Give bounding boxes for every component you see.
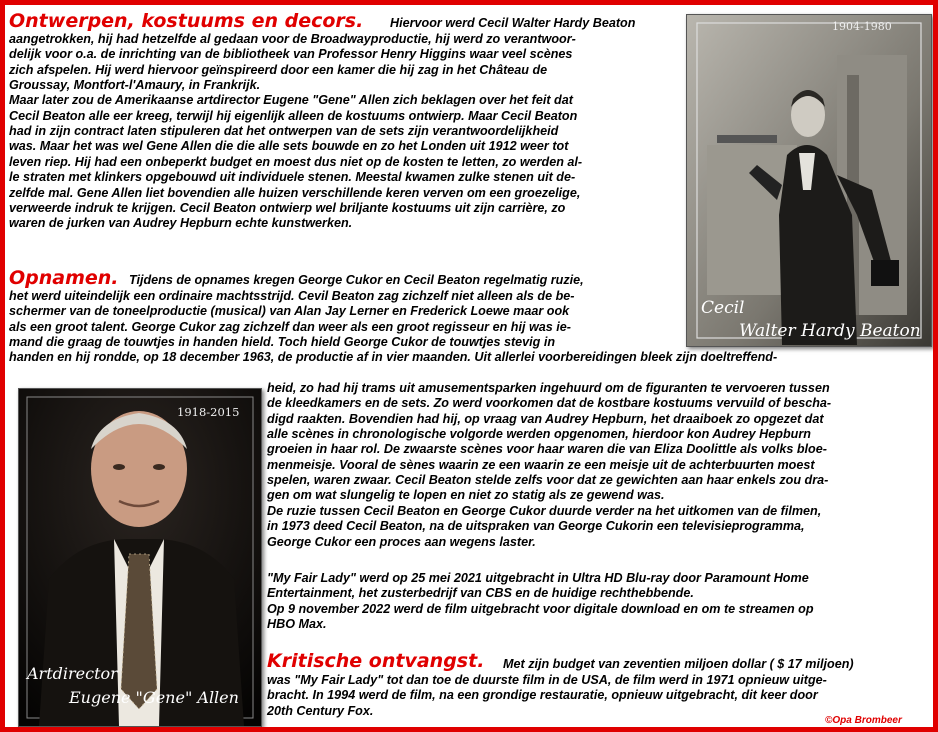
allen-years: 1918-2015 — [177, 405, 240, 419]
text-line: groeien in haar rol. De zwaarste scènes voor haar waren die van Eliza Doolittle als volks bloe- — [267, 442, 827, 457]
text-line: alle scènes in chronologische volgorde werden opgenomen, hierdoor kon Audrey Hepburn — [267, 427, 811, 442]
text-line: de kleedkamers en de sets. Zo werd voorkomen dat de kostbare kostuums vervuild of bescha- — [267, 396, 832, 411]
text-line: De ruzie tussen Cecil Beaton en George Cukor duurde verder na het uitkomen van de filmen, — [267, 503, 822, 518]
text-line: mand die graag de touwtjes in handen hield. Toch hield George Cukor de touwtjes stevig in — [9, 335, 556, 350]
beaton-caption-name: Walter Hardy Beaton — [739, 321, 921, 341]
text-line: aangetrokken, hij had hetzelfde al gedaan voor de Broadwayproductie, hij werd zo verantwoor- — [9, 32, 576, 46]
text-line: schermer van de toneelproductie (musical) van Alan Jay Lerner en Frederick Loewe maar ook — [9, 304, 570, 319]
text-line: in 1973 deed Cecil Beaton, na de uitspraken van George Cukorin een televisieprogramma, — [267, 519, 805, 534]
section2-lead: Tijdens de opnames kregen George Cukor en Cecil Beaton regelmatig ruzie, — [129, 273, 584, 287]
text-line: George Cukor een proces aan wegens laster. — [267, 534, 536, 549]
text-line: het werd uiteindelijk een ordinaire machtsstrijd. Cevil Beaton zag zichzelf niet alleen als de be- — [9, 289, 575, 303]
text-line: als een groot talent. George Cukor zag zichzelf dan weer als een groot regisseur en hij was ie- — [9, 319, 571, 334]
text-line: Cecil Beaton alle eer kreeg, terwijl hij eigenlijk alleen de kostuums ontwierp. Maar Cecil Beaton — [9, 108, 578, 123]
allen-caption-name: Eugene "Gene" Allen — [69, 688, 239, 707]
text-line: gen om wat slungelig te lopen en niet zo statig als ze gewend was. — [267, 488, 665, 503]
heading-kritische-ontvangst: Kritische ontvangst. — [267, 650, 485, 672]
photo-gene-allen — [18, 388, 262, 727]
portrait-beaton-image — [687, 15, 931, 346]
section1-lead: Hiervoor werd Cecil Walter Hardy Beaton — [390, 16, 636, 30]
text-line: zelfde mal. Gene Allen liet bovendien alle huizen verschillende keren verven om een groezelige, — [9, 185, 581, 200]
text-line: 20th Century Fox. — [267, 703, 374, 718]
text-line: delijk voor o.a. de inrichting van de bibliotheek van Professor Henry Higgins waar veel scènes — [9, 47, 573, 62]
text-line: digd raakten. Bovendien had hij, op vraag van Audrey Hepburn, het draaiboek zo opgezet dat — [267, 411, 824, 426]
heading-ontwerpen: Ontwerpen, kostuums en decors. — [9, 10, 364, 32]
text-line: Entertainment, het zusterbedrijf van CBS en de huidige rechthebbende. — [267, 586, 694, 601]
text-line: handen en hij rondde, op 18 december 1963, de productie af in vier maanden. Uit allerlei voorbereidingen bleek zijn doeltreffend- — [9, 350, 778, 365]
heading-opnamen: Opnamen. — [9, 267, 119, 289]
text-line: "My Fair Lady" werd op 25 mei 2021 uitgebracht in Ultra HD Blu-ray door Paramount Home — [267, 571, 809, 585]
text-line: was "My Fair Lady" tot dan toe de duurste film in de USA, de film werd in 1971 opnieuw uitge- — [267, 673, 827, 687]
text-line: spelen, waren zwaar. Cecil Beaton stelde zelfs voor dat ze gewichten aan haar enkels zou dra- — [267, 473, 829, 488]
credit-opa-brombeer: ©Opa Brombeer — [825, 715, 902, 726]
text-line: Maar later zou de Amerikaanse artdirector Eugene "Gene" Allen zich beklagen over het feit dat — [9, 93, 573, 108]
text-line: had in zijn contract laten stipuleren dat het ontwerpen van de sets zijn verantwoordelijkheid — [9, 124, 559, 139]
text-line: HBO Max. — [267, 617, 327, 632]
photo-cecil-beaton — [686, 14, 932, 347]
text-line: leven riep. Hij had een onbeperkt budget en moest dus niet op de kosten te letten, zo werden al- — [9, 154, 583, 169]
text-line: le straten met klinkers opgebouwd uit individuele stenen. Meestal kwamen zulke stenen uit de- — [9, 170, 576, 185]
beaton-caption-first: Cecil — [701, 298, 745, 318]
text-line: Groussay, Montfort-l'Amaury, in Frankrijk. — [9, 78, 261, 93]
text-line: bracht. In 1994 werd de film, na een grondige restauratie, opnieuw uitgebracht, dit keer door — [267, 688, 818, 703]
text-line: verweerde indruk te krijgen. Cecil Beaton ontwierp wel briljante kostuums uit zijn carrière, zo — [9, 200, 566, 215]
text-line: zich afspelen. Hij werd hiervoor geïnspireerd door een kamer die hij zag in het Château de — [9, 62, 548, 77]
text-line: Op 9 november 2022 werd de film uitgebracht voor digitale download en om te streamen op — [267, 601, 814, 616]
allen-caption-role: Artdirector — [27, 664, 118, 683]
text-line: waren de jurken van Audrey Hepburn echte kunstwerken. — [9, 216, 353, 231]
text-line: menmeisje. Vooral de sènes waarin ze een waarin ze een meisje uit de achterbuurten moest — [267, 457, 815, 472]
text-line: heid, zo had hij trams uit amusementsparken ingehuurd om de figuranten te vervoeren tussen — [267, 381, 830, 395]
text-line: was. Maar het was wel Gene Allen die die alle sets bouwde en zo het Londen uit 1912 weer tot — [9, 139, 569, 154]
beaton-years: 1904-1980 — [832, 20, 892, 33]
section3-lead: Met zijn budget van zeventien miljoen dollar ( $ 17 miljoen) — [503, 657, 854, 671]
